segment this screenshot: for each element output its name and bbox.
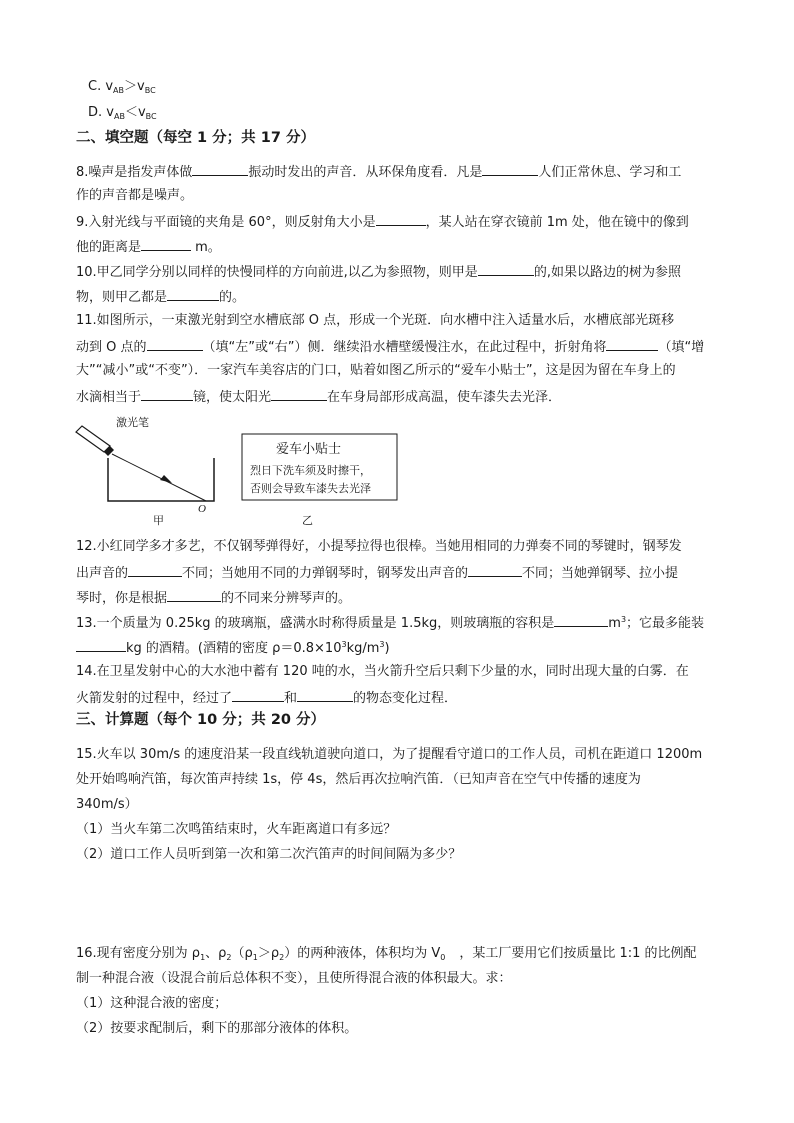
answer-blank[interactable] (554, 613, 608, 627)
answer-blank[interactable] (376, 212, 426, 226)
answer-blank[interactable] (482, 162, 538, 176)
answer-blank[interactable] (468, 563, 522, 577)
question-12-line1: 12.小红同学多才多艺，不仅钢琴弹得好，小提琴拉得也很棒。当她用相同的力弹奏不同的琴键时，钢琴发 (76, 539, 682, 554)
figure-yi-label: 乙 (302, 515, 313, 527)
answer-blank[interactable] (192, 162, 248, 176)
laser-beam (112, 454, 206, 501)
question-15-line3: 340m/s） (76, 797, 138, 812)
question-14-line2: 火箭发射的过程中，经过了 和 的物态变化过程． (76, 688, 457, 708)
question-14-line1: 14.在卫星发射中心的大水池中蓄有 120 吨的水，当火箭升空后只剩下少量的水，同时出现大量的白雾．在 (76, 664, 689, 679)
answer-blank[interactable] (128, 563, 182, 577)
question-9-line1: 9.入射光线与平面镜的夹角是 60°，则反射角大小是 ，某人站在穿衣镜前 1m 处，他在镜中的像到 (76, 212, 689, 232)
question-13-line1: 13.一个质量为 0.25kg 的玻璃瓶，盛满水时称得质量是 1.5kg，则玻璃瓶的容积是 $m^3$；它最多能装 (76, 615, 705, 631)
question-8-line2: 作的声音都是噪声。 (76, 188, 194, 203)
beam-arrow-icon (160, 475, 172, 483)
question-11-line3: 大”“减小”或“不变”）．一家汽车美容店的门口，贴着如图乙所示的“爱车小贴士”，这是因为留在车身上的 (76, 363, 676, 378)
figure-jia-label: 甲 (153, 515, 164, 527)
question-10-line2: 物，则甲乙都是 的。 (76, 287, 245, 307)
answer-blank[interactable] (297, 688, 353, 702)
question-13-line2: kg 的酒精。(酒精的密度 $\rho=0.8\times 10^3kg/m^3$) (76, 638, 390, 659)
laser-pen-icon (76, 426, 114, 456)
question-12-line3: 琴时，你是根据 的不同来分辨琴声的。 (76, 588, 351, 608)
question-11-line2: 动到 O 点的 （填“左”或“右”）侧．继续沿水槽壁缓慢注水，在此过程中，折射角将 （填“增 (76, 337, 704, 357)
question-11-line1: 11.如图所示，一束激光射到空水槽底部 O 点，形成一个光斑．向水槽中注入适量水后，水槽底部光斑移 (76, 313, 675, 328)
question-15-line2: 处开始鸣响汽笛，每次笛声持续 1s，停 4s，然后再次拉响汽笛．（已知声音在空气中传播的速度为 (76, 772, 641, 787)
poster-title: 爱车小贴士 (276, 441, 342, 456)
question-9-line2: 他的距离是 m。 (76, 237, 221, 257)
answer-blank[interactable] (167, 588, 221, 602)
question-8-line1: 8.噪声是指发声体做 振动时发出的声音．从环保角度看．凡是 人们正常休息、学习和工 (76, 162, 681, 182)
question-16-part1: （1）这种混合液的密度； (76, 996, 228, 1011)
point-o-label: O (198, 503, 206, 515)
section-fill-title: 二、填空题（每空 1 分；共 17 分） (76, 130, 315, 146)
question-11-line4: 水滴相当于 镜，使太阳光 在车身局部形成高温，使车漆失去光泽． (76, 387, 561, 407)
figure-laser-and-poster (70, 412, 410, 527)
question-12-line2: 出声音的 不同；当她用不同的力弹钢琴时，钢琴发出声音的 不同；当她弹钢琴、拉小提 (76, 563, 678, 583)
question-10-line1: 10.甲乙同学分别以同样的快慢同样的方向前进,以乙为参照物，则甲是 的,如果以路边的树为参照 (76, 262, 681, 282)
poster-line-1: 烈日下洗车须及时擦干， (250, 465, 371, 477)
question-16-part2: （2）按要求配制后，剩下的那部分液体的体积。 (76, 1021, 358, 1036)
laser-pen-label: 激光笔 (116, 417, 149, 429)
question-15-part2: （2）道口工作人员听到第一次和第二次汽笛声的时间间隔为多少？ (76, 847, 462, 862)
question-15-line1: 15.火车以 30m/s 的速度沿某一段直线轨道驶向道口，为了提醒看守道口的工作人员，司机在距道口 1200m (76, 747, 703, 762)
answer-blank[interactable] (606, 337, 658, 351)
answer-blank[interactable] (141, 387, 193, 401)
option-d: D. $v_{AB}<v_{BC}$ (88, 105, 157, 121)
answer-blank[interactable] (478, 262, 534, 276)
answer-blank[interactable] (147, 337, 203, 351)
section-calc-title: 三、计算题（每个 10 分；共 20 分） (76, 712, 326, 728)
poster-line-2: 否则会导致车漆失去光泽 (250, 483, 371, 495)
answer-blank[interactable] (167, 287, 219, 301)
answer-blank[interactable] (232, 688, 284, 702)
answer-blank[interactable] (271, 387, 327, 401)
question-16-line2: 制一种混合液（设混合前后总体积不变），且使所得混合液的体积最大。求： (76, 971, 512, 986)
question-15-part1: （1）当火车第二次鸣笛结束时，火车距离道口有多远？ (76, 822, 397, 837)
answer-blank[interactable] (76, 638, 126, 652)
answer-blank[interactable] (141, 237, 191, 251)
option-c: C. $v_{AB}>v_{BC}$ (88, 79, 156, 95)
question-16-line1: 16.现有密度分别为 $\rho_1$、$\rho_2(\rho_1>\rho_2)$的两种液体，体积均为 $V_0$ ，某工厂要用它们按质量比 1:1 的比例配 (76, 946, 697, 962)
